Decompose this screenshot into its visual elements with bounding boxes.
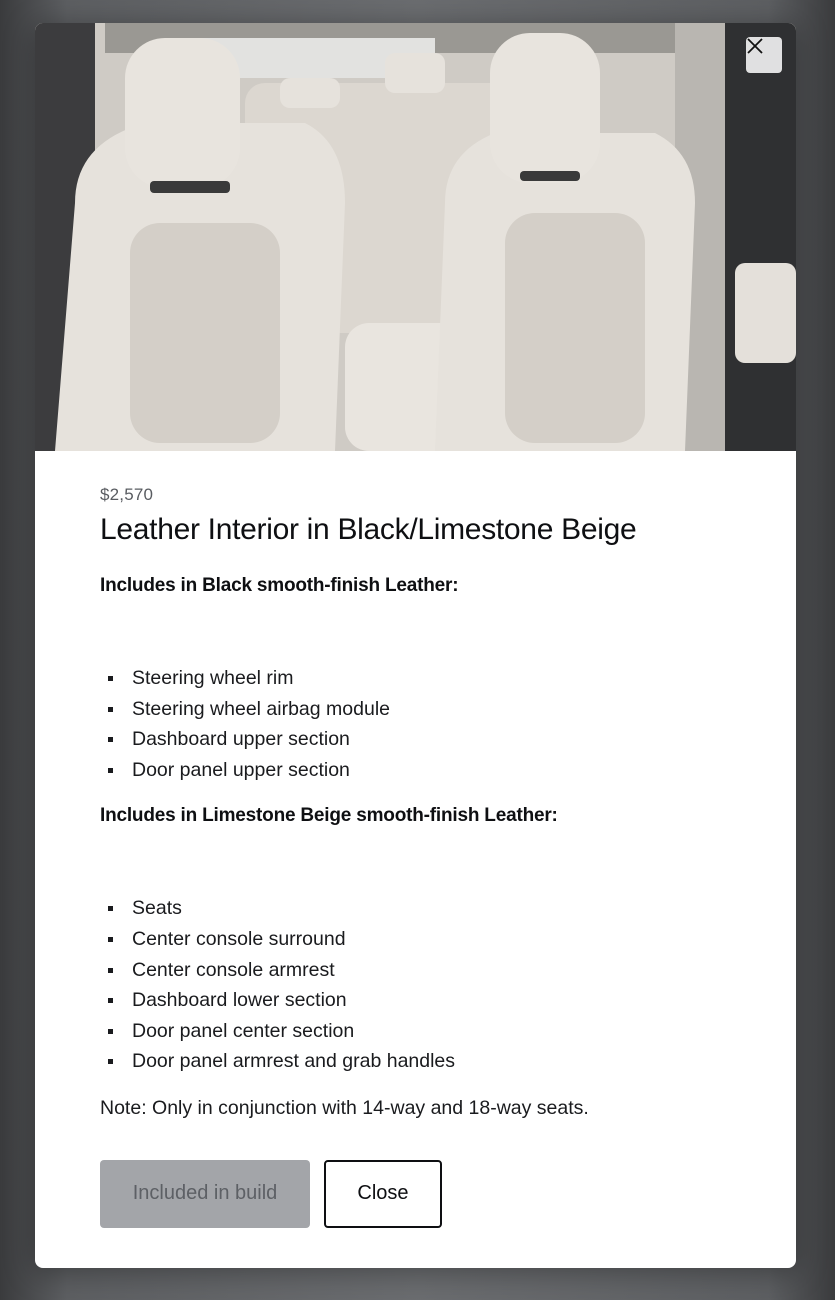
close-button[interactable]: Close: [324, 1160, 442, 1228]
section-heading-black: Includes in Black smooth-finish Leather:: [100, 575, 459, 596]
option-detail-modal: [35, 23, 796, 1268]
seats-illustration: [35, 23, 796, 451]
modal-content: [35, 451, 796, 1228]
list-item: Door panel armrest and grab handles: [100, 1046, 731, 1077]
list-item: Seats: [100, 893, 731, 924]
interior-image: [35, 23, 796, 451]
list-item: Dashboard lower section: [100, 985, 731, 1016]
modal-actions: [100, 1160, 731, 1228]
list-item: Door panel center section: [100, 1016, 731, 1047]
list-item: Dashboard upper section: [100, 724, 731, 755]
option-title: Leather Interior in Black/Limestone Beige: [100, 513, 637, 546]
list-item: Door panel upper section: [100, 755, 731, 786]
section-heading-beige: Includes in Limestone Beige smooth-finish Leather:: [100, 805, 558, 827]
close-icon: [746, 37, 764, 55]
list-item: Center console armrest: [100, 955, 731, 986]
black-leather-list: [100, 663, 731, 785]
list-item: Steering wheel airbag module: [100, 694, 731, 725]
list-item: Center console surround: [100, 924, 731, 955]
beige-leather-list: [100, 893, 731, 1077]
option-price: $2,570: [100, 485, 154, 504]
list-item: Steering wheel rim: [100, 663, 731, 694]
included-in-build-button: Included in build: [100, 1160, 310, 1228]
availability-note: Note: Only in conjunction with 14-way and 18-way seats.: [100, 1096, 589, 1119]
close-icon-button[interactable]: [746, 37, 782, 73]
